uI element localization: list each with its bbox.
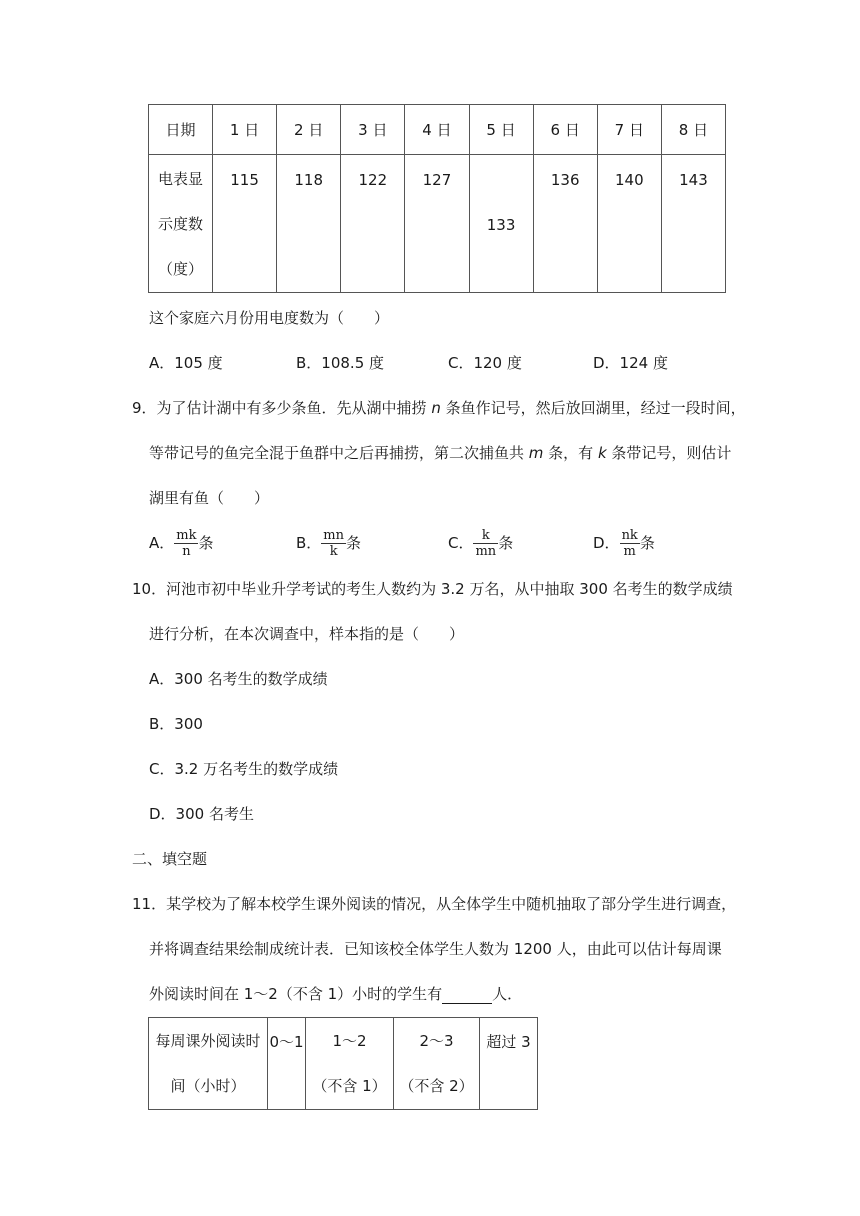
q8-option-a: A．105 度 [149,354,223,372]
q9-option-a: A． $\frac{mk}{n}$ 条 [149,528,214,559]
q11-line-1: 11．某学校为了解本校学生课外阅读的情况，从全体学生中随机抽取了部分学生进行调查， [132,895,737,913]
variable-k: k [597,444,607,462]
fraction: $\frac{mn}{k}$ [323,528,344,559]
table-header-cell: 0～1 [268,1018,306,1110]
q9-option-b: B． $\frac{mn}{k}$ 条 [296,528,362,559]
q9-option-d: D． $\frac{nk}{m}$ 条 [593,528,655,559]
header-date-cell: 日期 [149,105,213,155]
reading-time-table [148,1017,538,1110]
q8-option-d: D．124 度 [593,354,668,372]
q11-line-3: 外阅读时间在 1～2（不含 1）小时的学生有 人． [149,985,523,1003]
day-cell: 7 日 [597,105,661,155]
q8-stem: 这个家庭六月份用电度数为（ ） [149,309,390,327]
section-heading: 二、填空题 [132,850,208,868]
table-header-cell: 2～3 （不含 2） [394,1018,480,1110]
day-cell: 2 日 [277,105,341,155]
q8-option-b: B．108.5 度 [296,354,385,372]
row-label-line: 示度数 [157,215,203,233]
fraction: $\frac{mk}{n}$ [176,528,197,559]
reading-cell: 127 [405,155,469,293]
q9-line-1: 9．为了估计湖中有多少条鱼．先从湖中捕捞 n 条鱼作记号，然后放回湖里，经过一段时间， [132,399,746,417]
q10-option-b: B．300 [149,715,203,733]
day-cell: 6 日 [533,105,597,155]
q9-option-c: C． $\frac{k}{mn}$ 条 [448,528,514,559]
q11-line-2: 并将调查结果绘制成统计表．已知该校全体学生人数为 1200 人，由此可以估计每周课 [149,940,722,958]
row-label-cell [149,155,213,293]
row-label-line: 电表显 [157,170,203,188]
q10-option-a: A．300 名考生的数学成绩 [149,670,328,688]
variable-m: m [528,444,544,462]
day-cell: 5 日 [469,105,533,155]
reading-cell: 122 [341,155,405,293]
table-header-cell: 每周课外阅读时 间（小时） [149,1018,268,1110]
table-header-cell: 1～2 （不含 1） [306,1018,394,1110]
q10-option-d: D．300 名考生 [149,805,254,823]
reading-cell: 140 [597,155,661,293]
reading-cell: 115 [213,155,277,293]
reading-cell: 118 [277,155,341,293]
day-cell: 1 日 [213,105,277,155]
answer-blank[interactable] [442,987,492,1004]
reading-cell: 136 [533,155,597,293]
meter-reading-table [148,104,726,293]
row-label-line: （度） [157,260,203,278]
q8-option-c: C．120 度 [448,354,522,372]
q10-option-c: C．3.2 万名考生的数学成绩 [149,760,339,778]
day-cell: 4 日 [405,105,469,155]
q10-line-1: 10．河池市初中毕业升学考试的考生人数约为 3.2 万名，从中抽取 300 名考生的数学成绩 [132,580,733,598]
q10-line-2: 进行分析，在本次调查中，样本指的是（ ） [149,625,465,643]
day-cell: 8 日 [661,105,725,155]
reading-cell: 133 [469,155,533,293]
q9-line-2: 等带记号的鱼完全混于鱼群中之后再捕捞，第二次捕鱼共 m 条，有 k 条带记号，则估计 [149,444,732,462]
fraction: $\frac{k}{mn}$ [475,528,497,559]
fraction: $\frac{nk}{m}$ [621,528,638,559]
reading-cell: 143 [661,155,725,293]
q9-line-3: 湖里有鱼（ ） [149,489,270,507]
variable-n: n [431,399,441,417]
table-header-cell: 超过 3 [480,1018,538,1110]
day-cell: 3 日 [341,105,405,155]
